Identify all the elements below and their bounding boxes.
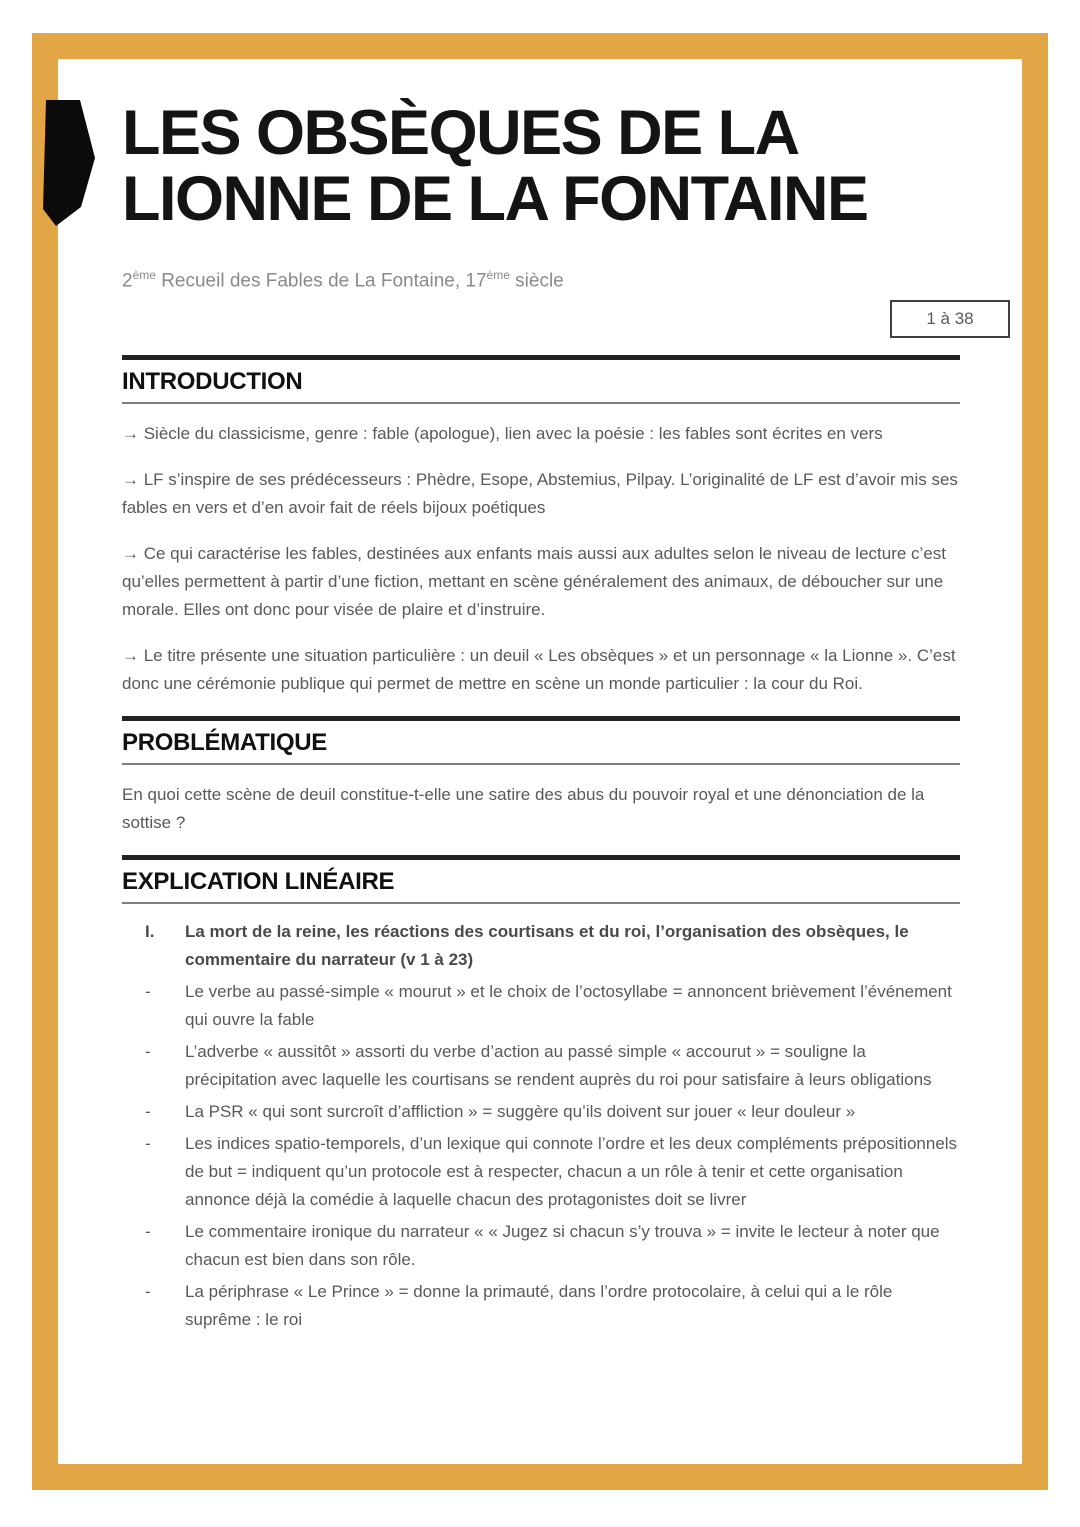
bullet-item [145,1038,960,1094]
page-subtitle [122,262,960,294]
bullet-marker: - [145,1282,151,1302]
subtitle-text: siècle [509,270,564,292]
bullet-marker: - [145,1042,151,1062]
subtitle-text: 2 [122,270,133,292]
bullet-text: Le verbe au passé-simple « mourut » et le choix de l’octosyllabe = annoncent brièvement l’événement qui ouvre la fable [185,982,952,1030]
subtitle-text: Recueil des Fables de La Fontaine, 17 [155,270,487,292]
bullet-item [145,1278,960,1334]
bullet-item [145,1098,960,1126]
subtitle-superscript: ème [486,268,510,282]
page-title-line1: LES OBSÈQUES DE LA [122,98,799,168]
outline-numeral: I. [145,922,155,942]
bullet-item [145,1130,960,1214]
bullet-marker: - [145,982,151,1002]
bullet-text: L’adverbe « aussitôt » assorti du verbe d’action au passé simple « accourut » = souligne la précipitation avec laquelle les courtisans se rendent auprès du roi pour satisfaire à leurs obligations [185,1042,932,1090]
paragraph: En quoi cette scène de deuil constitue-t-elle une satire des abus du pouvoir royal et une dénonciation de la sottise ? [122,785,925,833]
bullet-marker: - [145,1134,151,1154]
section-top-rule [122,355,960,360]
section-top-rule [122,716,960,721]
section-body [122,765,960,837]
section-heading: EXPLICATION LINÉAIRE [122,868,395,896]
bullet-marker: - [145,1102,151,1122]
bookmark-ribbon-icon [42,99,96,227]
section-top-rule [122,855,960,860]
outline-heading [145,918,960,974]
bullet-item [145,1218,960,1274]
bullet-text: La PSR « qui sont surcroît d’affliction » = suggère qu’ils doivent sur jouer « leur douleur » [185,1102,856,1122]
paragraph: → LF s’inspire de ses prédécesseurs : Phèdre, Esope, Abstemius, Pilpay. L’originalité de LF est d’avoir mis ses fables en vers et d’en avoir fait de réels bijoux poétiques [122,470,958,518]
page-title [122,100,960,232]
section-introduction [122,355,960,698]
outline-title: La mort de la reine, les réactions des courtisans et du roi, l’organisation des obsèques, le commentaire du narrateur (v 1 à 23) [185,922,909,970]
section-problematique [122,716,960,837]
bullet-text: La périphrase « Le Prince » = donne la primauté, dans l’ordre protocolaire, à celui qui a le rôle suprême : le roi [185,1282,893,1330]
bullet-text: Les indices spatio-temporels, d’un lexique qui connote l’ordre et les deux compléments prépositionnels de but = indiquent qu’un protocole est à respecter, chacun a un rôle à tenir et cette organisation annonce déjà la comédie à laquelle chacun des protagonistes doit se livrer [185,1134,958,1210]
verse-range-badge: 1 à 38 [890,300,1010,338]
section-heading: PROBLÉMATIQUE [122,729,327,757]
bullet-item [145,978,960,1034]
bullet-text: Le commentaire ironique du narrateur « « Jugez si chacun s’y trouva » = invite le lecteur à noter que chacun est bien dans son rôle. [185,1222,940,1270]
page-title-line2: LIONNE DE LA FONTAINE [122,164,868,234]
section-explication-lineaire [122,855,960,1334]
subtitle-superscript: ème [132,268,156,282]
bullet-marker: - [145,1222,151,1242]
document-content [122,0,960,1338]
analysis-list [122,904,960,1334]
section-heading: INTRODUCTION [122,368,303,396]
paragraph: → Le titre présente une situation particulière : un deuil « Les obsèques » et un personnage « la Lionne ». C’est donc une cérémonie publique qui permet de mettre en scène un monde particulier : la cour du Roi. [122,646,956,694]
paragraph: → Siècle du classicisme, genre : fable (apologue), lien avec la poésie : les fables sont écrites en vers [122,424,883,444]
paragraph: → Ce qui caractérise les fables, destinées aux enfants mais aussi aux adultes selon le niveau de lecture c’est qu’elles permettent à partir d’une fiction, mettant en scène généralement des animaux, de déboucher sur une morale. Elles ont donc pour visée de plaire et d’instruire. [122,544,947,620]
section-body [122,404,960,698]
